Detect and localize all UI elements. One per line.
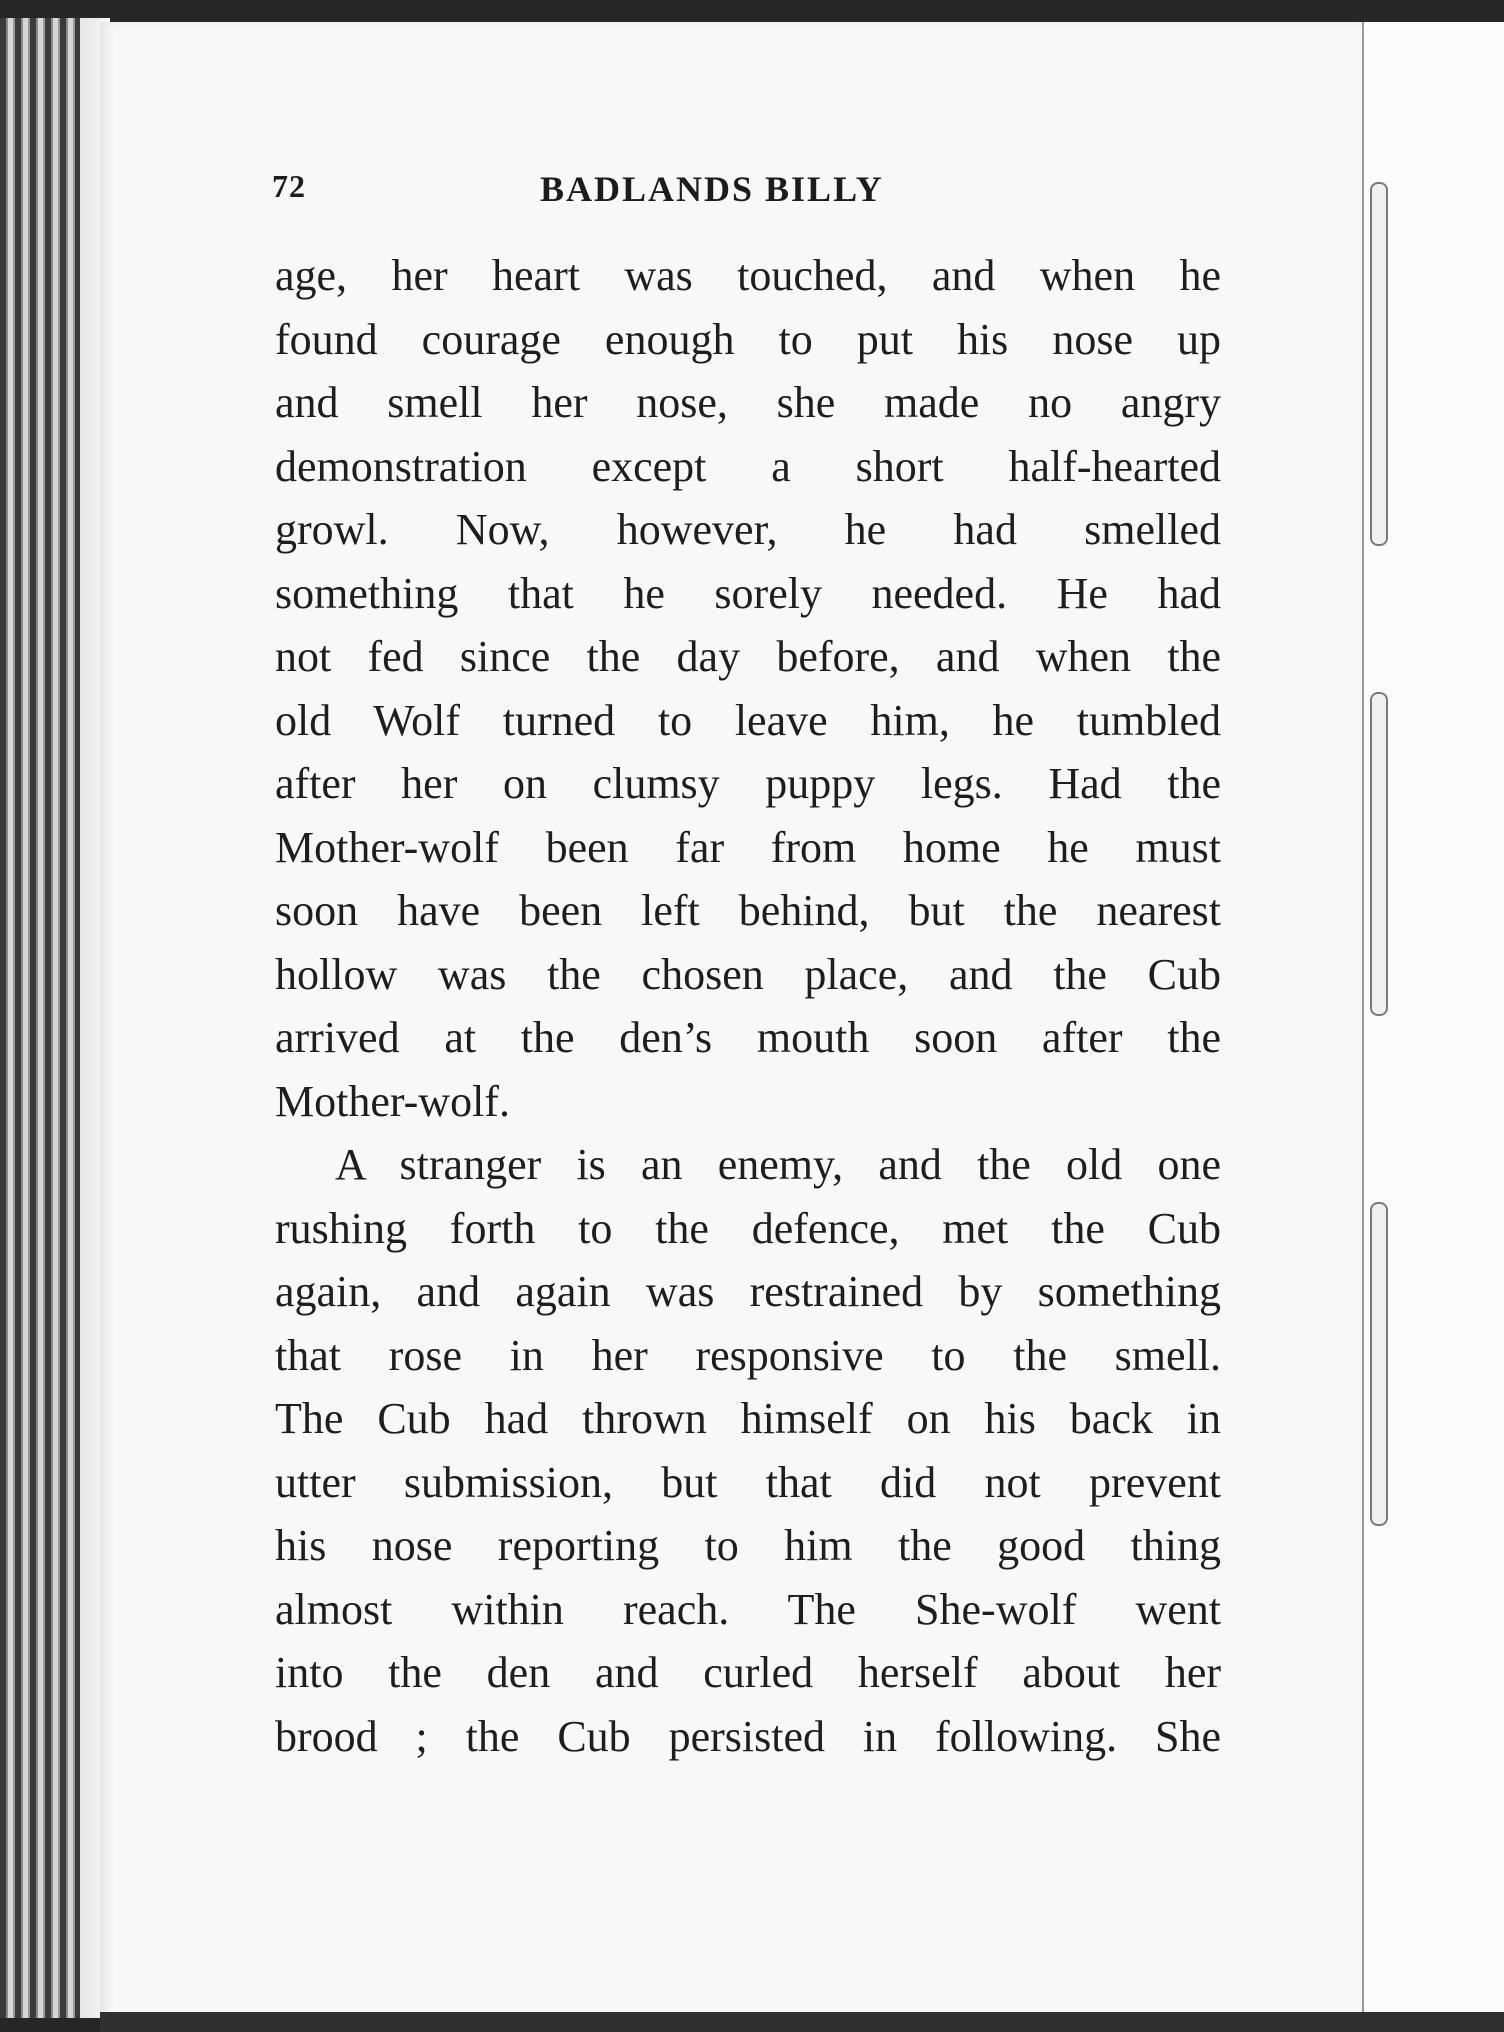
book-page-edges: [0, 18, 110, 2018]
text-line: Mother-wolf.: [275, 1076, 510, 1126]
text-line: into the den and curled herself about her: [275, 1648, 1221, 1697]
text-line: growl. Now, however, he had smelled: [275, 505, 1221, 554]
text-line: hollow was the chosen place, and the Cub: [275, 949, 1221, 999]
text-line: age, her heart was touched, and when he: [275, 251, 1221, 300]
text-line: Mother-wolf been far from home he must: [275, 822, 1221, 872]
scan-bottom-edge: [100, 2012, 1504, 2032]
text-line: after her on clumsy puppy legs. Had the: [275, 759, 1221, 808]
text-line: utter submission, but that did not prevent: [275, 1457, 1221, 1507]
text-line: that rose in her responsive to the smell.: [275, 1330, 1221, 1380]
text-line: rushing forth to the defence, met the Cub: [275, 1203, 1221, 1253]
text-line: demonstration except a short half-hearted: [275, 441, 1221, 491]
text-line: found courage enough to put his nose up: [275, 314, 1221, 364]
text-line: arrived at the den’s mouth soon after the: [275, 1013, 1221, 1062]
text-line: not fed since the day before, and when the: [275, 632, 1221, 681]
binding-clip: [1370, 1202, 1388, 1526]
body-text: [275, 244, 1221, 1768]
page-number: 72: [272, 168, 306, 204]
text-line: something that he sorely needed. He had: [275, 568, 1221, 618]
text-line: again, and again was restrained by something: [275, 1267, 1221, 1316]
text-line: soon have been left behind, but the nearest: [275, 886, 1221, 935]
binding-clip: [1370, 182, 1388, 546]
text-line: almost within reach. The She-wolf went: [275, 1584, 1221, 1634]
text-line: brood ; the Cub persisted in following. She: [275, 1711, 1221, 1761]
facing-page-edge: [1362, 22, 1504, 2022]
paragraph: [275, 244, 1221, 1133]
text-line: The Cub had thrown himself on his back in: [275, 1394, 1221, 1443]
text-line: his nose reporting to him the good thing: [275, 1521, 1221, 1570]
paragraph: [275, 1133, 1221, 1768]
book-title: BADLANDS BILLY: [540, 169, 884, 209]
text-line: old Wolf turned to leave him, he tumbled: [275, 695, 1221, 745]
text-line: and smell her nose, she made no angry: [275, 378, 1221, 427]
running-head: [272, 168, 936, 218]
binding-clip: [1370, 692, 1388, 1016]
text-line: A stranger is an enemy, and the old one: [335, 1140, 1221, 1189]
